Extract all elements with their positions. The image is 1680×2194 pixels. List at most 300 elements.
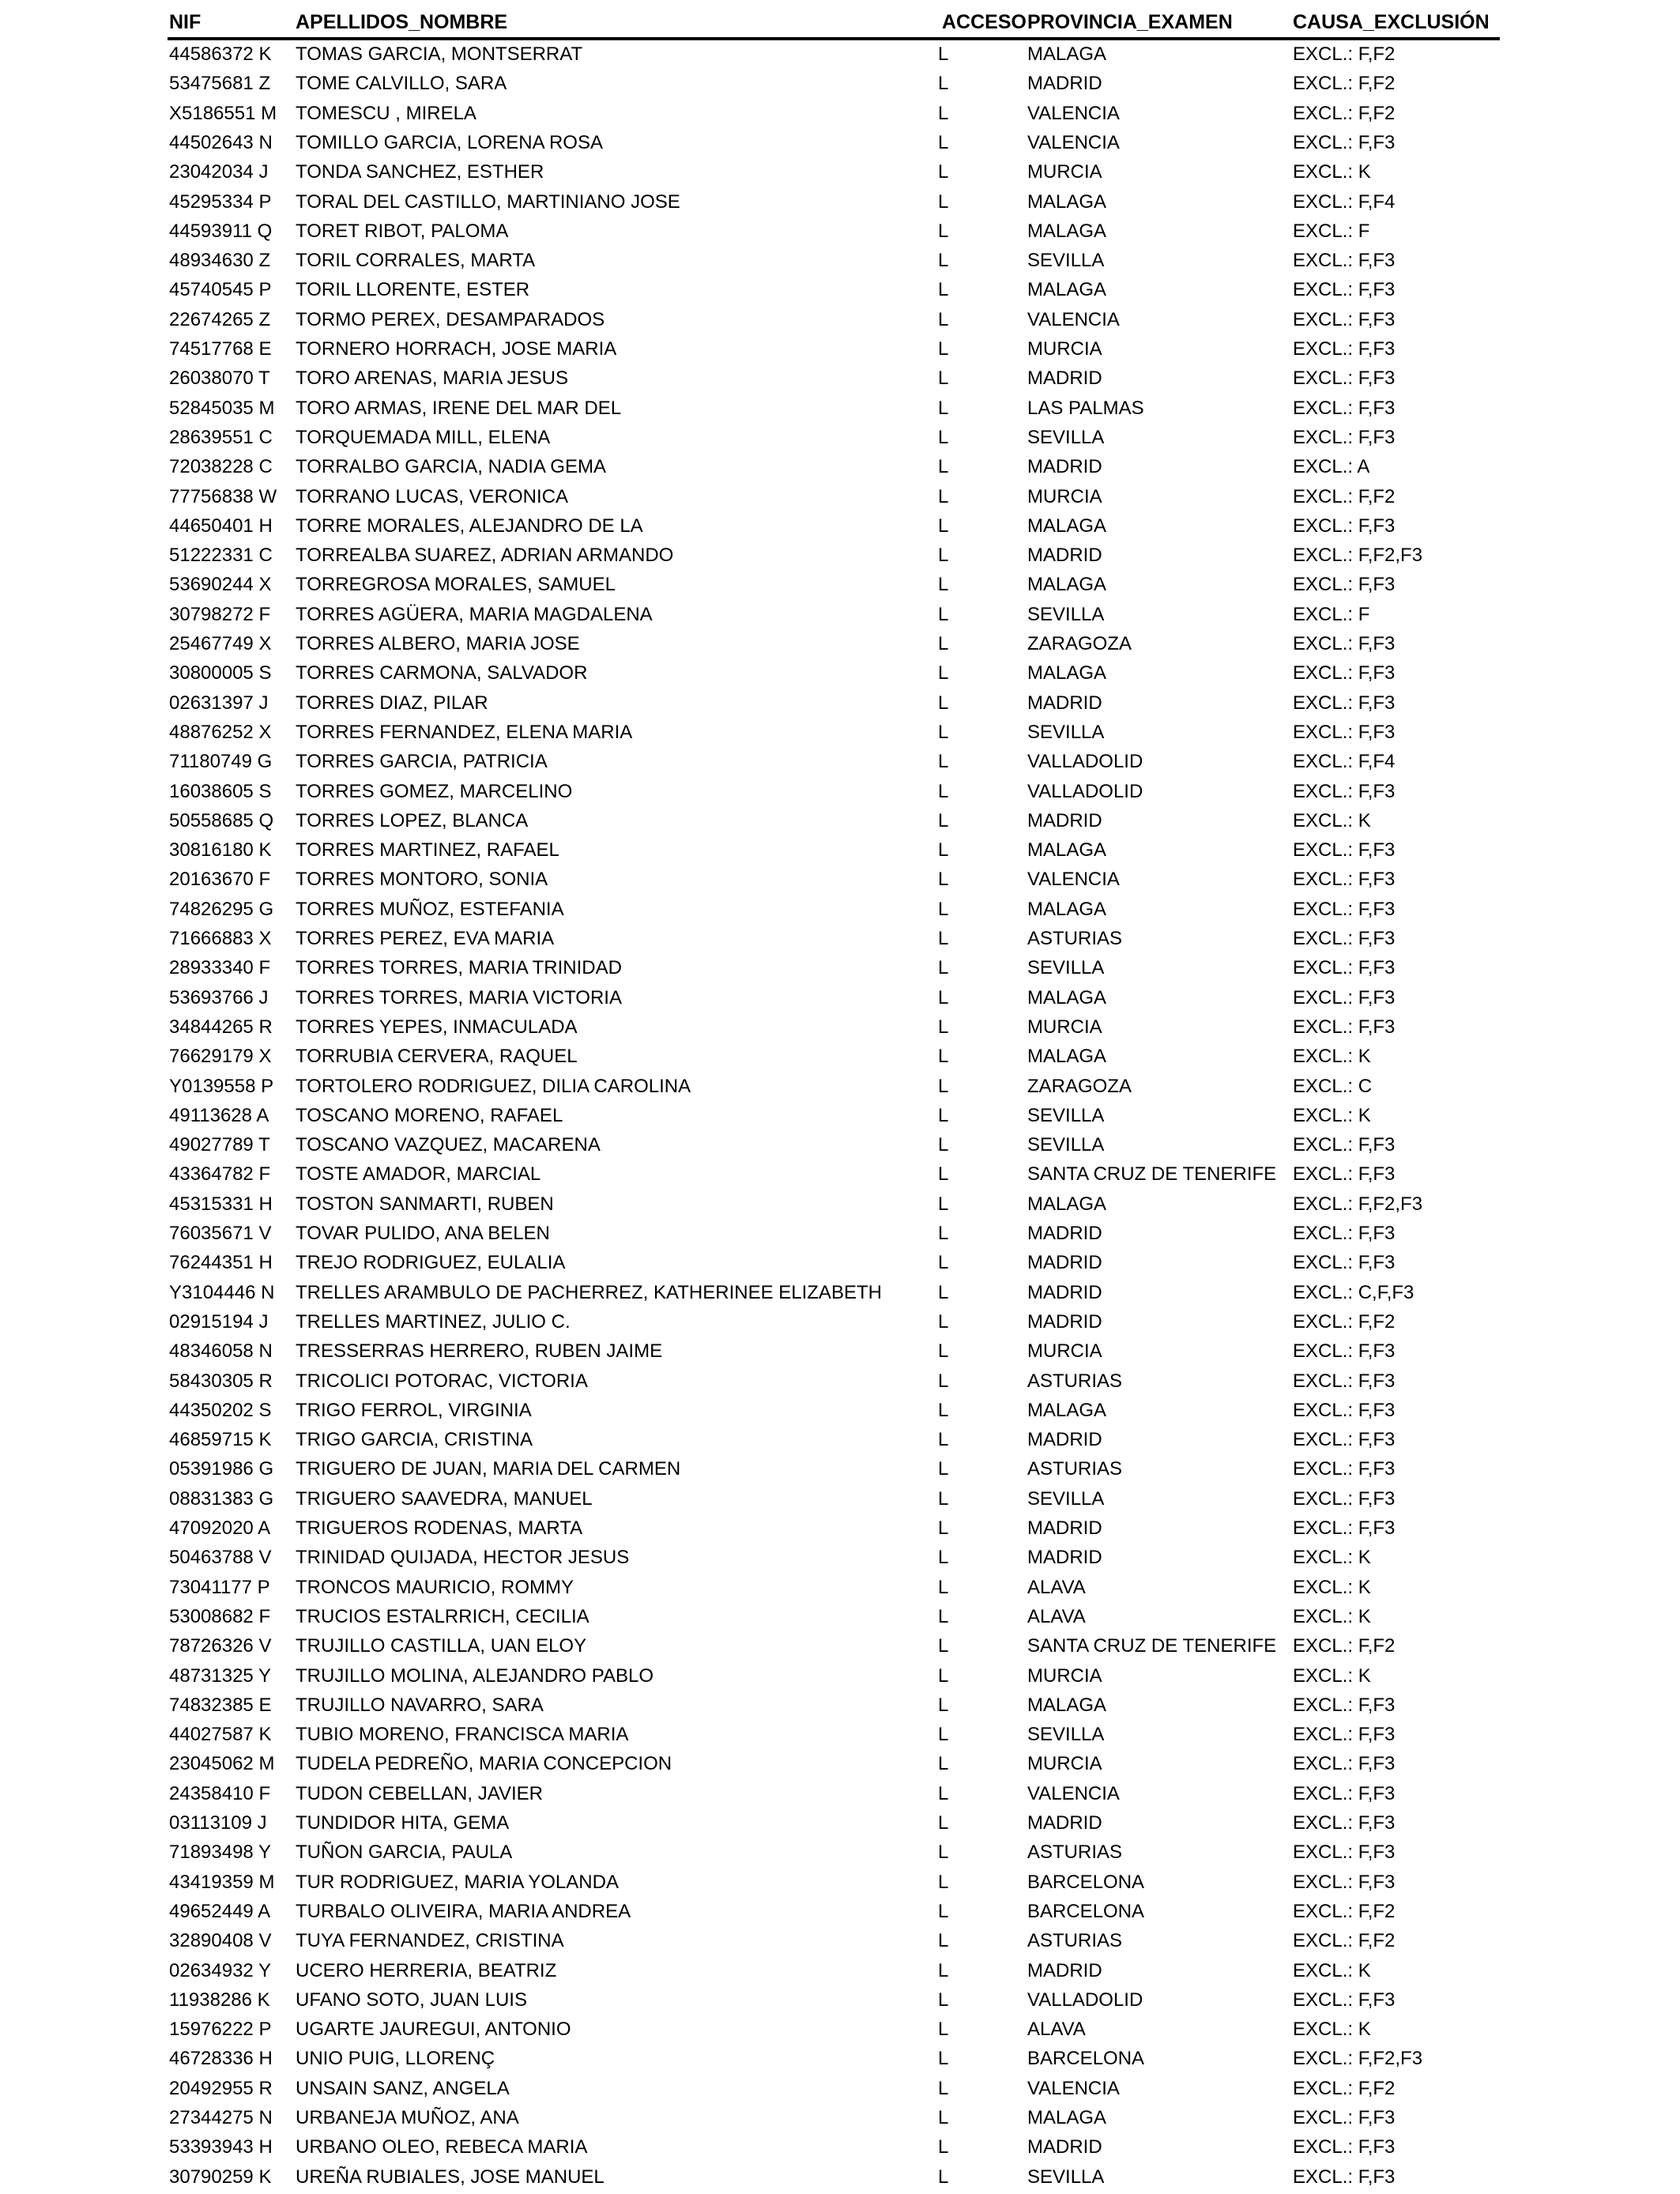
cell-provincia-examen: MADRID	[1027, 1252, 1102, 1274]
cell-acceso: L	[938, 2048, 949, 2070]
cell-nif: 28639551 C	[169, 426, 273, 448]
cell-apellidos-nombre: TOMESCU , MIRELA	[296, 102, 477, 124]
cell-apellidos-nombre: TRELLES ARAMBULO DE PACHERREZ, KATHERINEE ELIZABETH	[296, 1281, 882, 1303]
cell-nif: 53008682 F	[169, 1605, 271, 1627]
cell-nif: 71893498 Y	[169, 1842, 272, 1864]
table-row	[0, 748, 1680, 777]
cell-provincia-examen: ASTURIAS	[1027, 928, 1123, 949]
cell-provincia-examen: SEVILLA	[1027, 1104, 1105, 1126]
cell-apellidos-nombre: TRIGUEROS RODENAS, MARTA	[296, 1517, 583, 1539]
cell-apellidos-nombre: TRESSERRAS HERRERO, RUBEN JAIME	[296, 1340, 663, 1363]
cell-acceso: L	[938, 1399, 949, 1421]
cell-nif: 74517768 E	[169, 338, 272, 360]
cell-causa-exclusion: EXCL.: F,F4	[1293, 190, 1396, 213]
cell-acceso: L	[938, 1046, 949, 1068]
cell-apellidos-nombre: TOSCANO MORENO, RAFAEL	[296, 1104, 563, 1126]
cell-apellidos-nombre: TORRES GARCIA, PATRICIA	[296, 751, 548, 773]
cell-nif: 15976222 P	[169, 2019, 272, 2041]
table-row	[0, 1397, 1680, 1426]
cell-acceso: L	[938, 1429, 949, 1451]
cell-apellidos-nombre: TORRES GOMEZ, MARCELINO	[296, 780, 573, 802]
cell-apellidos-nombre: TOSCANO VAZQUEZ, MACARENA	[296, 1134, 601, 1156]
cell-acceso: L	[938, 1576, 949, 1598]
cell-causa-exclusion: EXCL.: F,F3	[1293, 1016, 1396, 1038]
cell-apellidos-nombre: TORRES MUÑOZ, ESTEFANIA	[296, 898, 564, 920]
cell-causa-exclusion: EXCL.: F,F3	[1293, 1163, 1396, 1186]
cell-provincia-examen: MURCIA	[1027, 1753, 1102, 1775]
table-row	[0, 1927, 1680, 1956]
cell-provincia-examen: MURCIA	[1027, 1664, 1102, 1687]
cell-provincia-examen: ASTURIAS	[1027, 1458, 1123, 1480]
cell-apellidos-nombre: TUDELA PEDREÑO, MARIA CONCEPCION	[296, 1753, 672, 1775]
header-apellidos-nombre: APELLIDOS_NOMBRE	[296, 11, 508, 33]
cell-causa-exclusion: EXCL.: F,F3	[1293, 1252, 1396, 1274]
cell-causa-exclusion: EXCL.: C	[1293, 1075, 1373, 1097]
cell-causa-exclusion: EXCL.: F,F3	[1293, 1871, 1396, 1893]
cell-apellidos-nombre: TUDON CEBELLAN, JAVIER	[296, 1782, 543, 1804]
table-row	[0, 2015, 1680, 2045]
table-row	[0, 158, 1680, 187]
cell-nif: Y3104446 N	[169, 1281, 275, 1303]
cell-nif: 44593911 Q	[169, 220, 273, 242]
cell-nif: 47092020 A	[169, 1517, 271, 1539]
cell-acceso: L	[938, 1959, 949, 1981]
cell-nif: 77756838 W	[169, 485, 277, 507]
table-row	[0, 895, 1680, 925]
cell-nif: 49113628 A	[169, 1104, 269, 1126]
cell-acceso: L	[938, 603, 949, 625]
cell-causa-exclusion: EXCL.: F,F2	[1293, 1900, 1396, 1922]
cell-causa-exclusion: EXCL.: F,F3	[1293, 692, 1396, 714]
cell-causa-exclusion: EXCL.: F,F3	[1293, 1694, 1396, 1716]
cell-provincia-examen: MALAGA	[1027, 279, 1107, 301]
table-row	[0, 1042, 1680, 1072]
cell-nif: 03113109 J	[169, 1812, 267, 1834]
cell-apellidos-nombre: TRUJILLO MOLINA, ALEJANDRO PABLO	[296, 1664, 654, 1687]
cell-nif: 32890408 V	[169, 1930, 272, 1952]
cell-apellidos-nombre: TUBIO MORENO, FRANCISCA MARIA	[296, 1724, 629, 1746]
cell-provincia-examen: BARCELONA	[1027, 2048, 1145, 2070]
cell-apellidos-nombre: TORRANO LUCAS, VERONICA	[296, 485, 568, 507]
cell-provincia-examen: MURCIA	[1027, 161, 1102, 183]
cell-nif: 73041177 P	[169, 1576, 270, 1598]
cell-apellidos-nombre: TORREALBA SUAREZ, ADRIAN ARMANDO	[296, 545, 674, 567]
table-row	[0, 453, 1680, 482]
cell-acceso: L	[938, 250, 949, 272]
cell-causa-exclusion: EXCL.: F,F3	[1293, 1753, 1396, 1775]
cell-apellidos-nombre: TRIGO FERROL, VIRGINIA	[296, 1399, 532, 1421]
cell-nif: 26038070 T	[169, 368, 270, 390]
cell-acceso: L	[938, 456, 949, 478]
cell-provincia-examen: MALAGA	[1027, 898, 1107, 920]
cell-nif: 76244351 H	[169, 1252, 273, 1274]
cell-nif: 11938286 K	[169, 1989, 270, 2011]
table-row	[0, 1249, 1680, 1278]
cell-causa-exclusion: EXCL.: F,F3	[1293, 250, 1396, 272]
cell-acceso: L	[938, 1252, 949, 1274]
cell-apellidos-nombre: TOSTON SANMARTI, RUBEN	[296, 1193, 554, 1215]
table-row	[0, 1220, 1680, 1249]
cell-causa-exclusion: EXCL.: F,F3	[1293, 1487, 1396, 1510]
table-row	[0, 836, 1680, 865]
cell-acceso: L	[938, 102, 949, 124]
cell-acceso: L	[938, 485, 949, 507]
cell-acceso: L	[938, 898, 949, 920]
cell-acceso: L	[938, 1193, 949, 1215]
cell-apellidos-nombre: TORRALBO GARCIA, NADIA GEMA	[296, 456, 606, 478]
table-row	[0, 689, 1680, 718]
cell-apellidos-nombre: TORO ARMAS, IRENE DEL MAR DEL	[296, 397, 622, 419]
cell-apellidos-nombre: TUÑON GARCIA, PAULA	[296, 1842, 513, 1864]
table-row	[0, 1957, 1680, 1986]
cell-nif: 08831383 G	[169, 1487, 274, 1510]
cell-nif: 02915194 J	[169, 1310, 269, 1333]
cell-causa-exclusion: EXCL.: K	[1293, 1104, 1371, 1126]
cell-causa-exclusion: EXCL.: F,F3	[1293, 780, 1396, 802]
cell-causa-exclusion: EXCL.: F,F2	[1293, 1930, 1396, 1952]
table-row	[0, 364, 1680, 394]
cell-causa-exclusion: EXCL.: K	[1293, 1605, 1371, 1627]
cell-acceso: L	[938, 1694, 949, 1716]
cell-nif: 71180749 G	[169, 751, 273, 773]
cell-causa-exclusion: EXCL.: F,F3	[1293, 2136, 1396, 2158]
cell-apellidos-nombre: URBANEJA MUÑOZ, ANA	[296, 2107, 519, 2128]
cell-causa-exclusion: EXCL.: F,F3	[1293, 1399, 1396, 1421]
cell-provincia-examen: MADRID	[1027, 1517, 1102, 1539]
cell-causa-exclusion: EXCL.: F,F3	[1293, 1812, 1396, 1834]
cell-acceso: L	[938, 1930, 949, 1952]
cell-provincia-examen: MADRID	[1027, 1281, 1102, 1303]
cell-provincia-examen: VALENCIA	[1027, 2077, 1120, 2099]
cell-nif: 48934630 Z	[169, 250, 271, 272]
cell-nif: 20163670 F	[169, 869, 271, 891]
cell-acceso: L	[938, 1016, 949, 1038]
cell-apellidos-nombre: TOMAS GARCIA, MONTSERRAT	[296, 43, 583, 65]
header-nif: NIF	[169, 11, 202, 33]
cell-acceso: L	[938, 1989, 949, 2011]
cell-provincia-examen: MALAGA	[1027, 986, 1107, 1008]
table-row	[0, 2163, 1680, 2192]
table-row	[0, 1308, 1680, 1337]
cell-nif: 45295334 P	[169, 190, 272, 213]
cell-acceso: L	[938, 1075, 949, 1097]
cell-provincia-examen: ASTURIAS	[1027, 1842, 1123, 1864]
cell-nif: 16038605 S	[169, 780, 272, 802]
cell-causa-exclusion: EXCL.: K	[1293, 2019, 1371, 2041]
cell-apellidos-nombre: TORMO PEREX, DESAMPARADOS	[296, 308, 605, 330]
cell-nif: 30798272 F	[169, 603, 271, 625]
cell-causa-exclusion: EXCL.: K	[1293, 809, 1371, 831]
table-row	[0, 1632, 1680, 1661]
cell-acceso: L	[938, 1281, 949, 1303]
cell-causa-exclusion: EXCL.: K	[1293, 1664, 1371, 1687]
cell-apellidos-nombre: TRIGO GARCIA, CRISTINA	[296, 1429, 533, 1451]
cell-acceso: L	[938, 1842, 949, 1864]
cell-nif: 48346058 N	[169, 1340, 273, 1363]
cell-acceso: L	[938, 43, 949, 65]
cell-acceso: L	[938, 2019, 949, 2041]
cell-apellidos-nombre: TRUJILLO NAVARRO, SARA	[296, 1694, 544, 1716]
cell-apellidos-nombre: TRICOLICI POTORAC, VICTORIA	[296, 1370, 588, 1392]
cell-causa-exclusion: EXCL.: F	[1293, 220, 1370, 242]
cell-provincia-examen: MURCIA	[1027, 485, 1102, 507]
cell-provincia-examen: SEVILLA	[1027, 250, 1105, 272]
cell-acceso: L	[938, 397, 949, 419]
cell-causa-exclusion: EXCL.: F,F3	[1293, 2166, 1396, 2188]
table-row	[0, 1838, 1680, 1868]
cell-apellidos-nombre: UNSAIN SANZ, ANGELA	[296, 2077, 510, 2099]
cell-apellidos-nombre: TORNERO HORRACH, JOSE MARIA	[296, 338, 617, 360]
table-row	[0, 512, 1680, 541]
cell-apellidos-nombre: TRELLES MARTINEZ, JULIO C.	[296, 1310, 571, 1333]
table-row	[0, 541, 1680, 571]
cell-nif: 34844265 R	[169, 1016, 273, 1038]
table-row	[0, 2133, 1680, 2162]
table-row	[0, 925, 1680, 954]
cell-acceso: L	[938, 692, 949, 714]
cell-nif: 46728336 H	[169, 2048, 273, 2070]
cell-acceso: L	[938, 1370, 949, 1392]
cell-provincia-examen: SANTA CRUZ DE TENERIFE	[1027, 1635, 1277, 1657]
cell-apellidos-nombre: TORRES MONTORO, SONIA	[296, 869, 548, 891]
cell-causa-exclusion: EXCL.: F,F2	[1293, 73, 1396, 95]
cell-provincia-examen: ALAVA	[1027, 1605, 1086, 1627]
cell-provincia-examen: MADRID	[1027, 456, 1102, 478]
cell-acceso: L	[938, 1310, 949, 1333]
cell-apellidos-nombre: TRONCOS MAURICIO, ROMMY	[296, 1576, 574, 1598]
cell-apellidos-nombre: TORET RIBOT, PALOMA	[296, 220, 509, 242]
table-row	[0, 70, 1680, 99]
table-row	[0, 2104, 1680, 2133]
table-row	[0, 1750, 1680, 1779]
cell-provincia-examen: MADRID	[1027, 1223, 1102, 1244]
table-header	[0, 8, 1680, 40]
table-row	[0, 1780, 1680, 1809]
cell-apellidos-nombre: TORRES LOPEZ, BLANCA	[296, 809, 529, 831]
cell-provincia-examen: SEVILLA	[1027, 1724, 1105, 1746]
cell-nif: 44027587 K	[169, 1724, 272, 1746]
cell-acceso: L	[938, 1547, 949, 1569]
table-row	[0, 188, 1680, 217]
cell-nif: 25467749 X	[169, 633, 272, 654]
cell-causa-exclusion: EXCL.: K	[1293, 161, 1371, 183]
cell-provincia-examen: MALAGA	[1027, 190, 1107, 213]
cell-provincia-examen: SEVILLA	[1027, 426, 1105, 448]
cell-nif: 44586372 K	[169, 43, 272, 65]
cell-apellidos-nombre: TORRUBIA CERVERA, RAQUEL	[296, 1046, 578, 1068]
cell-acceso: L	[938, 1134, 949, 1156]
cell-causa-exclusion: EXCL.: F,F3	[1293, 515, 1396, 537]
cell-acceso: L	[938, 279, 949, 301]
cell-provincia-examen: VALENCIA	[1027, 102, 1120, 124]
cell-acceso: L	[938, 1458, 949, 1480]
cell-nif: 49027789 T	[169, 1134, 270, 1156]
cell-provincia-examen: MADRID	[1027, 2136, 1102, 2158]
cell-acceso: L	[938, 161, 949, 183]
table-row	[0, 1013, 1680, 1042]
cell-acceso: L	[938, 2166, 949, 2188]
table-row	[0, 1809, 1680, 1838]
cell-causa-exclusion: EXCL.: F,F3	[1293, 633, 1396, 654]
cell-provincia-examen: MALAGA	[1027, 43, 1107, 65]
cell-causa-exclusion: EXCL.: F,F3	[1293, 1429, 1396, 1451]
cell-apellidos-nombre: TUYA FERNANDEZ, CRISTINA	[296, 1930, 564, 1952]
cell-causa-exclusion: EXCL.: F,F2	[1293, 485, 1396, 507]
cell-acceso: L	[938, 1517, 949, 1539]
cell-causa-exclusion: EXCL.: F,F3	[1293, 131, 1396, 153]
cell-nif: 43364782 F	[169, 1163, 271, 1186]
cell-provincia-examen: MADRID	[1027, 73, 1102, 95]
cell-acceso: L	[938, 515, 949, 537]
cell-apellidos-nombre: TRUCIOS ESTALRRICH, CECILIA	[296, 1605, 590, 1627]
cell-causa-exclusion: EXCL.: K	[1293, 1046, 1371, 1068]
cell-apellidos-nombre: TORRES TORRES, MARIA TRINIDAD	[296, 957, 622, 979]
table-row	[0, 276, 1680, 305]
cell-provincia-examen: MALAGA	[1027, 1399, 1107, 1421]
cell-apellidos-nombre: TORRES YEPES, INMACULADA	[296, 1016, 578, 1038]
table-row	[0, 1485, 1680, 1514]
table-row	[0, 394, 1680, 424]
cell-provincia-examen: BARCELONA	[1027, 1900, 1145, 1922]
cell-provincia-examen: MADRID	[1027, 1959, 1102, 1981]
cell-nif: 44350202 S	[169, 1399, 272, 1421]
cell-nif: 48731325 Y	[169, 1664, 272, 1687]
table-row	[0, 40, 1680, 70]
cell-acceso: L	[938, 73, 949, 95]
cell-apellidos-nombre: TUR RODRIGUEZ, MARIA YOLANDA	[296, 1871, 619, 1893]
table-row	[0, 659, 1680, 688]
cell-apellidos-nombre: TORRES CARMONA, SALVADOR	[296, 662, 588, 684]
cell-acceso: L	[938, 986, 949, 1008]
cell-provincia-examen: ASTURIAS	[1027, 1370, 1123, 1392]
cell-apellidos-nombre: TUNDIDOR HITA, GEMA	[296, 1812, 510, 1834]
cell-nif: 27344275 N	[169, 2107, 273, 2128]
cell-causa-exclusion: EXCL.: F,F3	[1293, 1724, 1396, 1746]
cell-provincia-examen: LAS PALMAS	[1027, 397, 1144, 419]
table-row	[0, 1544, 1680, 1573]
cell-provincia-examen: MURCIA	[1027, 1340, 1102, 1363]
table-row	[0, 718, 1680, 748]
cell-apellidos-nombre: TRIGUERO SAAVEDRA, MANUEL	[296, 1487, 593, 1510]
cell-causa-exclusion: EXCL.: F,F3	[1293, 574, 1396, 596]
cell-nif: 78726326 V	[169, 1635, 272, 1657]
cell-apellidos-nombre: TRUJILLO CASTILLA, UAN ELOY	[296, 1635, 587, 1657]
cell-apellidos-nombre: UCERO HERRERIA, BEATRIZ	[296, 1959, 557, 1981]
cell-causa-exclusion: EXCL.: F,F3	[1293, 898, 1396, 920]
cell-provincia-examen: MURCIA	[1027, 338, 1102, 360]
cell-causa-exclusion: EXCL.: F,F3	[1293, 869, 1396, 891]
table-row	[0, 2045, 1680, 2074]
table-row	[0, 630, 1680, 659]
cell-provincia-examen: ZARAGOZA	[1027, 1075, 1132, 1097]
table-row	[0, 424, 1680, 453]
cell-apellidos-nombre: TORREGROSA MORALES, SAMUEL	[296, 574, 616, 596]
cell-provincia-examen: SEVILLA	[1027, 2166, 1105, 2188]
cell-acceso: L	[938, 308, 949, 330]
cell-nif: Y0139558 P	[169, 1075, 274, 1097]
cell-causa-exclusion: EXCL.: F,F3	[1293, 1458, 1396, 1480]
table-row	[0, 1102, 1680, 1131]
cell-apellidos-nombre: TOME CALVILLO, SARA	[296, 73, 507, 95]
cell-apellidos-nombre: TORRES ALBERO, MARIA JOSE	[296, 633, 580, 654]
table-row	[0, 1279, 1680, 1308]
cell-apellidos-nombre: TORRES FERNANDEZ, ELENA MARIA	[296, 721, 633, 743]
cell-nif: 44502643 N	[169, 131, 273, 153]
cell-apellidos-nombre: TORRES PEREZ, EVA MARIA	[296, 928, 555, 949]
cell-causa-exclusion: EXCL.: F,F3	[1293, 1340, 1396, 1363]
cell-provincia-examen: MURCIA	[1027, 1016, 1102, 1038]
cell-apellidos-nombre: UREÑA RUBIALES, JOSE MANUEL	[296, 2166, 605, 2188]
cell-causa-exclusion: EXCL.: F,F2	[1293, 102, 1396, 124]
cell-apellidos-nombre: TOSTE AMADOR, MARCIAL	[296, 1163, 541, 1186]
cell-apellidos-nombre: TORAL DEL CASTILLO, MARTINIANO JOSE	[296, 190, 680, 213]
cell-apellidos-nombre: TOMILLO GARCIA, LORENA ROSA	[296, 131, 603, 153]
table-row	[0, 1514, 1680, 1544]
cell-provincia-examen: MADRID	[1027, 368, 1102, 390]
table-row	[0, 1574, 1680, 1603]
cell-causa-exclusion: EXCL.: F,F3	[1293, 2107, 1396, 2128]
cell-nif: 49652449 A	[169, 1900, 271, 1922]
cell-causa-exclusion: EXCL.: F,F2	[1293, 2077, 1396, 2099]
cell-nif: 45740545 P	[169, 279, 272, 301]
table-row	[0, 1190, 1680, 1220]
cell-nif: X5186551 M	[169, 102, 277, 124]
cell-provincia-examen: VALLADOLID	[1027, 780, 1143, 802]
table-row	[0, 1131, 1680, 1160]
cell-provincia-examen: MALAGA	[1027, 1046, 1107, 1068]
cell-provincia-examen: VALENCIA	[1027, 869, 1120, 891]
cell-acceso: L	[938, 721, 949, 743]
cell-causa-exclusion: EXCL.: F,F2	[1293, 1635, 1396, 1657]
table-row	[0, 483, 1680, 512]
cell-provincia-examen: SANTA CRUZ DE TENERIFE	[1027, 1163, 1277, 1186]
cell-acceso: L	[938, 190, 949, 213]
table-row	[0, 1603, 1680, 1632]
table-row	[0, 807, 1680, 836]
cell-causa-exclusion: EXCL.: F,F3	[1293, 308, 1396, 330]
cell-acceso: L	[938, 574, 949, 596]
table-row	[0, 1721, 1680, 1750]
cell-acceso: L	[938, 1635, 949, 1657]
cell-nif: 53690244 X	[169, 574, 272, 596]
cell-nif: 05391986 G	[169, 1458, 274, 1480]
cell-provincia-examen: MADRID	[1027, 1310, 1102, 1333]
table-row	[0, 1072, 1680, 1102]
table-row	[0, 571, 1680, 600]
table-row	[0, 601, 1680, 630]
cell-nif: 23045062 M	[169, 1753, 275, 1775]
cell-causa-exclusion: EXCL.: F,F3	[1293, 279, 1396, 301]
cell-apellidos-nombre: URBANO OLEO, REBECA MARIA	[296, 2136, 588, 2158]
table-row	[0, 335, 1680, 364]
cell-causa-exclusion: EXCL.: F,F3	[1293, 397, 1396, 419]
cell-causa-exclusion: EXCL.: F,F3	[1293, 1782, 1396, 1804]
header-acceso: ACCESO	[942, 11, 1026, 33]
cell-acceso: L	[938, 1812, 949, 1834]
cell-provincia-examen: MADRID	[1027, 809, 1102, 831]
cell-causa-exclusion: EXCL.: F,F3	[1293, 426, 1396, 448]
cell-acceso: L	[938, 1724, 949, 1746]
table-row	[0, 2075, 1680, 2104]
cell-provincia-examen: MADRID	[1027, 1812, 1102, 1834]
table-row	[0, 306, 1680, 335]
cell-causa-exclusion: EXCL.: F,F3	[1293, 957, 1396, 979]
cell-causa-exclusion: EXCL.: C,F,F3	[1293, 1281, 1414, 1303]
cell-nif: 20492955 R	[169, 2077, 273, 2099]
cell-provincia-examen: SEVILLA	[1027, 1487, 1105, 1510]
cell-acceso: L	[938, 131, 949, 153]
cell-causa-exclusion: EXCL.: F,F3	[1293, 338, 1396, 360]
